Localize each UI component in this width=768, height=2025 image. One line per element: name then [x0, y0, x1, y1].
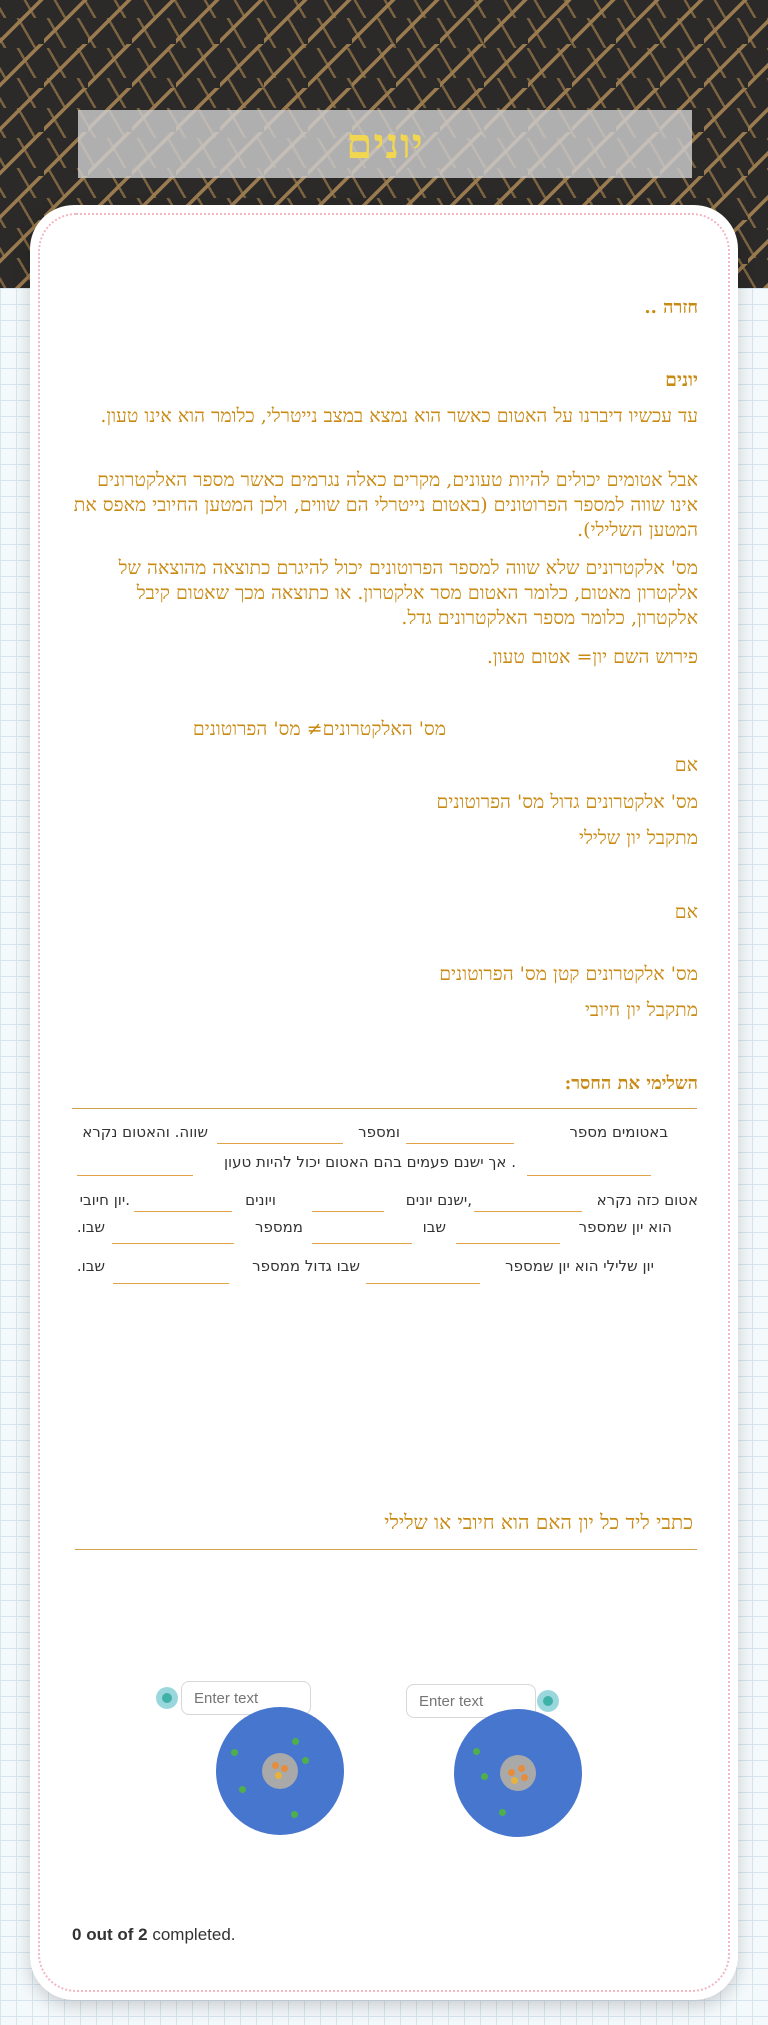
proton-dot [281, 1765, 288, 1772]
fill-text-4d: שבו. [76, 1218, 105, 1236]
title-band [78, 110, 692, 178]
fill-text-3c: ויונים [245, 1191, 276, 1209]
fill-text-1c: שווה. והאטום נקרא [82, 1123, 208, 1141]
fill-heading: השלימי את החסר: [564, 1073, 698, 1094]
fill-text-2a: . אך ישנם פעמים בהם האטום יכול להיות טעון [223, 1153, 516, 1171]
fill-text-5a: יון שלילי הוא יון שמספר [505, 1257, 654, 1275]
electron-dot [239, 1786, 246, 1793]
case1-result: מתקבל יון שלילי [578, 827, 698, 849]
fill-text-4b: שבו [422, 1218, 446, 1236]
proton-dot [518, 1765, 525, 1772]
case2-result: מתקבל יון חיובי [584, 999, 698, 1021]
progress-done: 0 [72, 1925, 82, 1944]
left-ion-atom [216, 1707, 344, 1835]
paragraph-2: אבל אטומים יכולים להיות טעונים, מקרים כאלה נגרמים כאשר מספר האלקטרונים אינו שווה למספר הפרוטונים (באטום נייטרלי הם שווים, ולכן המטען החיובי מאפס את המטען השלילי). [73, 469, 698, 541]
instruction-divider [75, 1549, 697, 1550]
paragraph-3: מס' אלקטרונים שלא שווה למספר הפרוטונים יכול להיגרם כתוצאה מהוצאה של אלקטרון מאטום, כלומר האטום מסר אלקטרון. או כתוצאה מכך שאטום קיבל אלקטרון, כלומר מספר האלקטרונים גדל. [118, 557, 698, 629]
blank-8[interactable] [456, 1218, 560, 1244]
blank-9[interactable] [312, 1218, 412, 1244]
fill-divider [72, 1108, 697, 1109]
electron-dot [481, 1773, 488, 1780]
neutron-dot [511, 1777, 518, 1784]
fill-text-5c: שבו. [76, 1257, 105, 1275]
progress-suffix: completed. [152, 1925, 236, 1944]
blank-1[interactable] [406, 1118, 514, 1144]
case1-condition: מס' אלקטרונים גדול מס' הפרוטונים [436, 791, 698, 813]
blank-4[interactable] [77, 1150, 193, 1176]
blank-3[interactable] [527, 1150, 651, 1176]
fill-text-3a: אטום כזה נקרא [596, 1191, 698, 1209]
blank-12[interactable] [113, 1258, 229, 1284]
progress-out-of: out of [86, 1925, 134, 1944]
fill-text-4a: הוא יון שמספר [578, 1218, 672, 1236]
left-ion-nucleus [262, 1753, 298, 1789]
review-heading: חזרה .. [644, 297, 698, 318]
drag-handle-right[interactable] [537, 1690, 559, 1712]
electron-dot [292, 1738, 299, 1745]
proton-dot [508, 1769, 515, 1776]
electron-dot [473, 1748, 480, 1755]
right-ion-atom [454, 1709, 582, 1837]
fill-text-3d: .יון חיובי [79, 1191, 130, 1209]
paragraph-4: פירוש השם יון= אטום טעון. [486, 646, 698, 668]
inequality-text: מס' האלקטרונים≠ מס' הפרוטונים [192, 718, 446, 740]
proton-dot [521, 1774, 528, 1781]
case2-if: אם [674, 901, 698, 923]
progress-status [72, 1925, 236, 1945]
fill-text-4c: ממספר [255, 1218, 303, 1236]
fill-text-5b: שבו גדול ממספר [252, 1257, 360, 1275]
fill-text-1b: ומספר [358, 1123, 400, 1141]
blank-7[interactable] [134, 1186, 232, 1212]
proton-dot [272, 1762, 279, 1769]
progress-total: 2 [138, 1925, 148, 1944]
write-instruction: כתבי ליד כל יון האם הוא חיובי או שלילי [384, 1510, 693, 1534]
blank-2[interactable] [217, 1118, 343, 1144]
electron-dot [302, 1757, 309, 1764]
neutron-dot [275, 1772, 282, 1779]
blank-10[interactable] [112, 1218, 234, 1244]
fill-text-3b: ,ישנם יונים [405, 1191, 472, 1209]
paragraph-1: עד עכשיו דיברנו על האטום כאשר הוא נמצא במצב נייטרלי, כלומר הוא אינו טעון. [100, 405, 698, 427]
ions-heading: יונים [665, 369, 698, 391]
case2-condition: מס' אלקטרונים קטן מס' הפרוטונים [439, 963, 698, 985]
blank-5[interactable] [474, 1186, 582, 1212]
drag-handle-left[interactable] [156, 1687, 178, 1709]
case1-if: אם [674, 754, 698, 776]
electron-dot [499, 1809, 506, 1816]
right-ion-nucleus [500, 1755, 536, 1791]
page-title: יונים [346, 119, 424, 168]
blank-6[interactable] [312, 1186, 384, 1212]
electron-dot [231, 1749, 238, 1756]
electron-dot [291, 1811, 298, 1818]
blank-11[interactable] [366, 1258, 480, 1284]
fill-text-1a: באטומים מספר [569, 1123, 668, 1141]
